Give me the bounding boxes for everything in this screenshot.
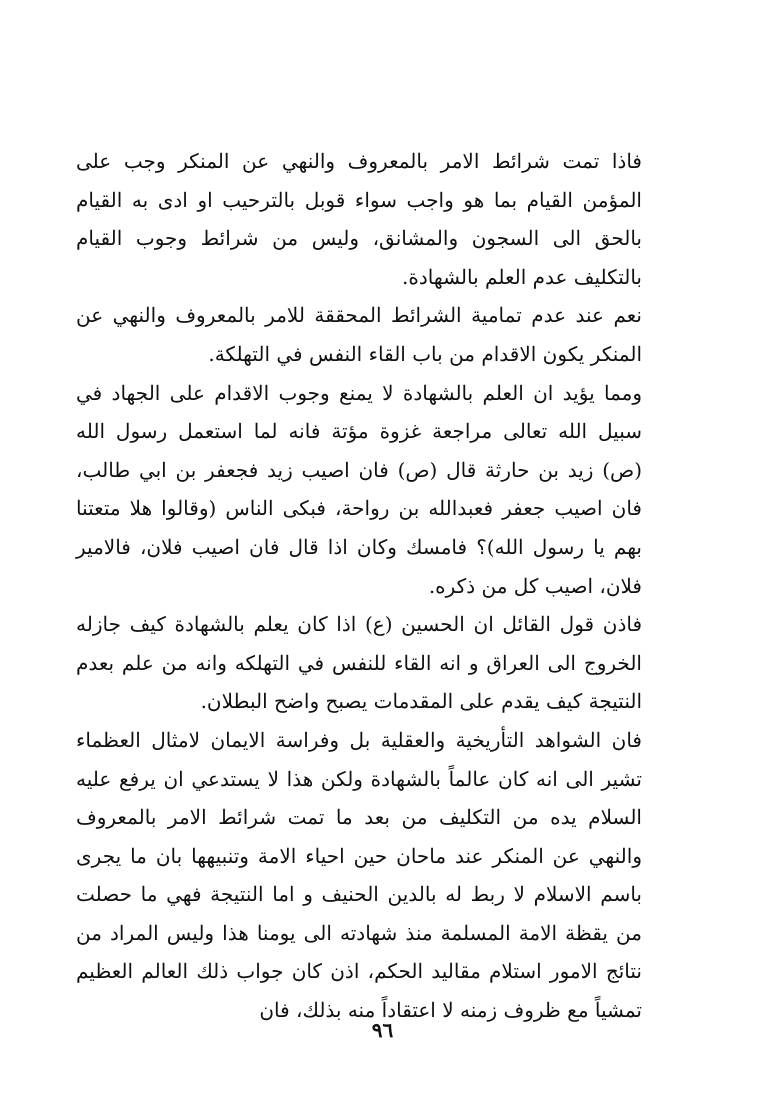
paragraph-3: ومما يؤيد ان العلم بالشهادة لا يمنع وجوب الاقدام على الجهاد في سبيل الله تعالى مراجعة غزوة مؤتة فانه لما استعمل رسول الله (ص) زيد بن حارثة قال (ص) فان اصيب زيد فجعفر بن ابي طالب، فان اصيب جعفر فعبدالله بن رواحة، فبكى الناس (وقالوا هلا متعتنا بهم يا رسول الله)؟ فامسك وكان اذا قال فان اصيب فلان، فالامير فلان، اصيب كل من ذكره. xyxy=(76,380,642,598)
page-number: ٩٦ xyxy=(371,1018,394,1042)
paragraph-2: نعم عند عدم تمامية الشرائط المحققة للامر بالمعروف والنهي عن المنكر يكون الاقدام من باب القاء النفس في التهلكة. xyxy=(76,303,642,366)
paragraph-1: فاذا تمت شرائط الامر بالمعروف والنهي عن المنكر وجب على المؤمن القيام بما هو واجب سواء قوبل بالترحيب او ادى به القيام بالحق الى السجون والمشانق، وليس من شرائط وجوب القيام بالتكليف عدم العلم بالشهادة. xyxy=(76,149,642,289)
paragraph-5: فان الشواهد التأريخية والعقلية بل وفراسة الايمان لامثال العظماء تشير الى انه كان عالماً بالشهادة ولكن هذا لا يستدعي ان يرفع عليه السلام يده من التكليف من بعد ما تمت شرائط الامر بالمعروف والنهي عن المنكر عند ماحان حين احياء الامة وتنبيهها بان ما يجرى باسم الاسلام لا ربط له بالدين الحنيف و اما النتيجة فهي ما حصلت من يقظة الامة المسلمة منذ شهادته الى يومنا هذا وليس المراد من نتائج الامور استلام مقاليد الحكم، اذن كان جواب ذلك العالم العظيم تمشياً مع ظروف زمنه لا اعتقاداً منه بذلك، فان xyxy=(76,727,642,1023)
page-body xyxy=(76,142,642,1030)
paragraph-4: فاذن قول القائل ان الحسين (ع) اذا كان يعلم بالشهادة كيف جازله الخروج الى العراق و انه القاء للنفس في التهلكه وانه من علم بعدم النتيجة كيف يقدم على المقدمات يصبح واضح البطلان. xyxy=(76,612,642,714)
